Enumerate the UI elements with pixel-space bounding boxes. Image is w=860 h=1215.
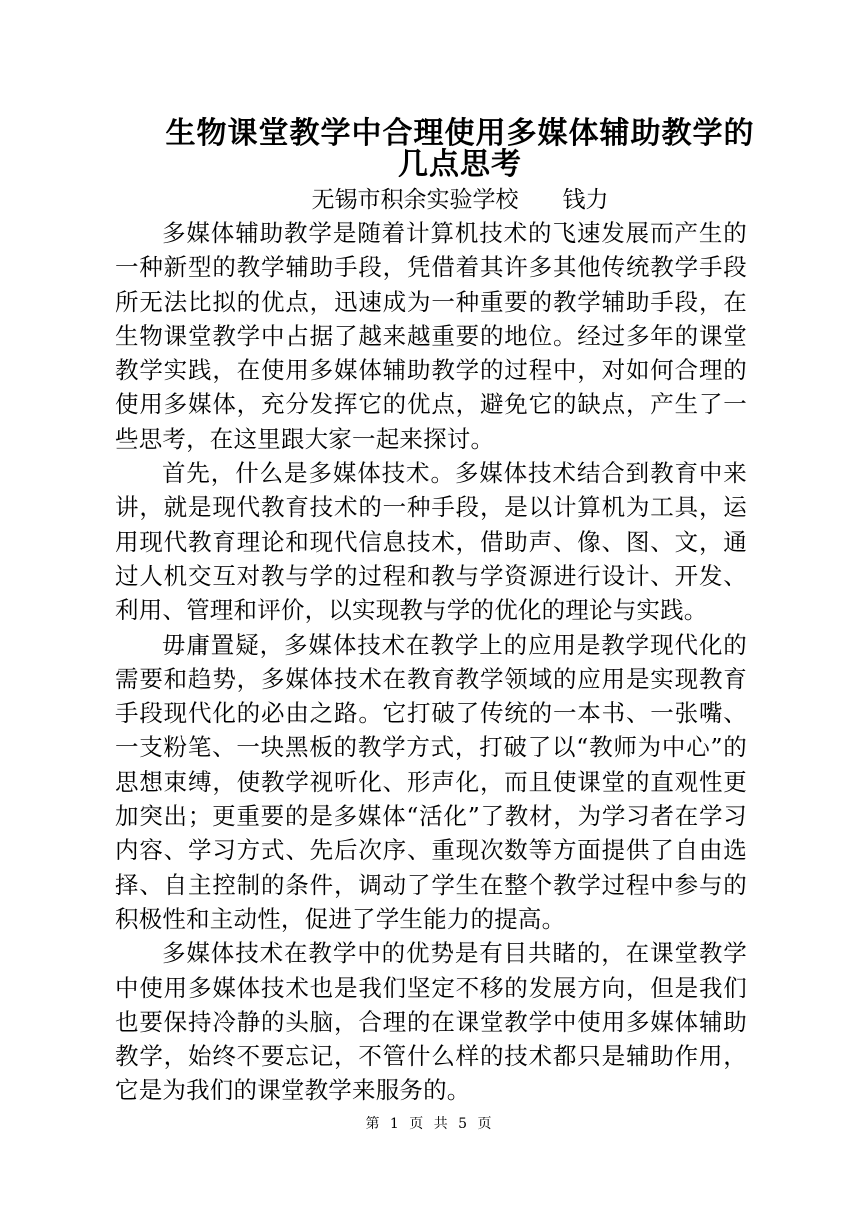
paragraph: 多媒体技术在教学中的优势是有目共睹的，在课堂教学中使用多媒体技术也是我们坚定不移的发展方向，但是我们也要保持冷静的头脑，合理的在课堂教学中使用多媒体辅助教学，始终不要忘记，不管什么样的技术都只是辅助作用，它是为我们的课堂教学来服务的。	[115, 939, 747, 1105]
document-title-line-1: 生物课堂教学中合理使用多媒体辅助教学的	[165, 116, 755, 151]
paragraph: 毋庸置疑，多媒体技术在教学上的应用是教学现代化的需要和趋势，多媒体技术在教育教学领域的应用是实现教育手段现代化的必由之路。它打破了传统的一本书、一张嘴、一支粉笔、一块黑板的教学方式，打破了以“教师为中心”的思想束缚，使教学视听化、形声化，而且使课堂的直观性更加突出；更重要的是多媒体“活化”了教材，为学习者在学习内容、学习方式、先后次序、重现次数等方面提供了自由选择、自主控制的条件，调动了学生在整个教学过程中参与的积极性和主动性，促进了学生能力的提高。	[115, 630, 747, 933]
author-name: 钱力	[562, 187, 609, 213]
paragraph: 多媒体辅助教学是随着计算机技术的飞速发展而产生的一种新型的教学辅助手段，凭借着其许多其他传统教学手段所无法比拟的优点，迅速成为一种重要的教学辅助手段，在生物课堂教学中占据了越来越重要的地位。经过多年的课堂教学实践，在使用多媒体辅助教学的过程中，对如何合理的使用多媒体，充分发挥它的优点，避免它的缺点，产生了一些思考，在这里跟大家一起来探讨。	[115, 219, 747, 453]
document-body	[115, 216, 747, 1108]
author-school: 无锡市积余实验学校	[311, 187, 519, 213]
paragraph: 首先，什么是多媒体技术。多媒体技术结合到教育中来讲，就是现代教育技术的一种手段，是以计算机为工具，运用现代教育理论和现代信息技术，借助声、像、图、文，通过人机交互对教与学的过程和教与学资源进行设计、开发、利用、管理和评价，以实现教与学的优化的理论与实践。	[115, 459, 747, 625]
page-number-footer: 第 1 页 共 5 页	[365, 1116, 495, 1132]
document-title-line-2: 几点思考	[398, 147, 522, 182]
author-line	[115, 184, 805, 216]
